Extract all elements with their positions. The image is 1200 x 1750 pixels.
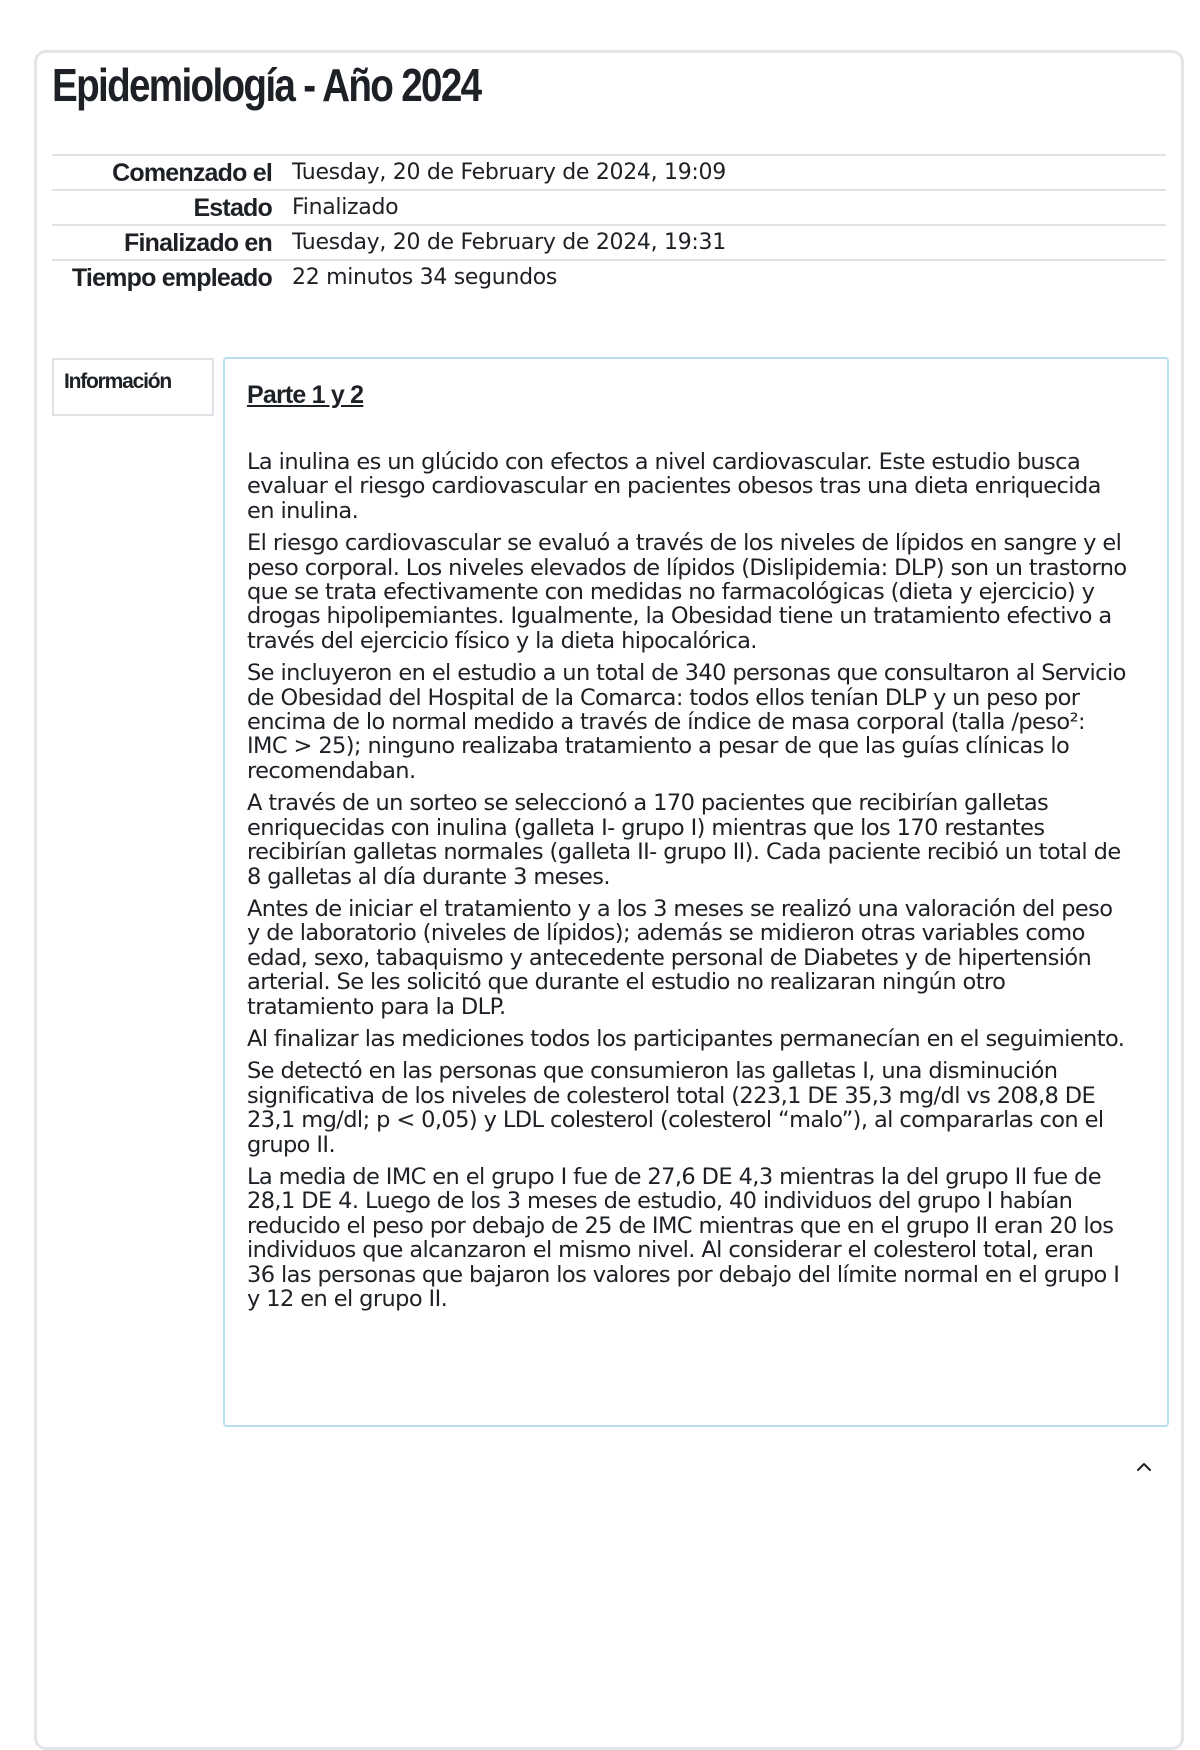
summary-value: 22 minutos 34 segundos	[292, 265, 558, 290]
summary-row-started	[52, 154, 1166, 189]
summary-row-finished	[52, 224, 1166, 259]
summary-value: Tuesday, 20 de February de 2024, 19:09	[292, 160, 726, 185]
paragraph: A través de un sorteo se seleccionó a 170 pacientes que recibirían galletas enriquecidas con inulina (galleta I- grupo I) mientras que los 170 restantes recibirían galletas normales (galleta II- grupo II). Cada paciente recibió un total de 8 galletas al día durante 3 meses.	[247, 790, 1121, 890]
summary-row-time-taken	[52, 259, 1166, 294]
question-type-label: Información	[64, 370, 171, 393]
paragraph: La media de IMC en el grupo I fue de 27,6 DE 4,3 mientras la del grupo II fue de 28,1 DE 4. Luego de los 3 meses de estudio, 40 individuos del grupo I habían reducido el peso por debajo de 25 de IMC mientras que en el grupo II eran 20 los individuos que alcanzaron el mismo nivel. Al considerar el colesterol total, eran 36 las personas que bajaron los valores por debajo del límite normal en el grupo I y 12 en el grupo II.	[247, 1163, 1120, 1312]
summary-value: Finalizado	[292, 195, 399, 220]
paragraph: Se detectó en las personas que consumieron las galletas I, una disminución significativa de los niveles de colesterol total (223,1 DE 35,3 mg/dl vs 208,8 DE 23,1 mg/dl; p < 0,05) y LDL colesterol (colesterol “malo”), al compararlas con el grupo II.	[247, 1058, 1104, 1158]
question-info-box	[52, 358, 214, 416]
paragraph: Antes de iniciar el tratamiento y a los 3 meses se realizó una valoración del peso y de laboratorio (niveles de lípidos); además se midieron otras variables como edad, sexo, tabaquismo y antecedente personal de Diabetes y de hipertensión arterial. Se les solicitó que durante el estudio no realizaran ningún otro tratamiento para la DLP.	[247, 895, 1113, 1020]
paragraph: El riesgo cardiovascular se evaluó a través de los niveles de lípidos en sangre y el peso corporal. Los niveles elevados de lípidos (Dislipidemia: DLP) son un trastorno que se trata efectivamente con medidas no farmacológicas (dieta y ejercicio) y drogas hipolipemiantes. Igualmente, la Obesidad tiene un tratamiento efectivo a través del ejercicio físico y la dieta hipocalórica.	[247, 530, 1127, 654]
summary-label: Estado	[193, 194, 272, 222]
summary-label: Finalizado en	[124, 229, 272, 257]
summary-label: Tiempo empleado	[71, 264, 272, 292]
summary-label: Comenzado el	[112, 159, 272, 187]
question-content	[223, 357, 1169, 1427]
summary-value: Tuesday, 20 de February de 2024, 19:31	[292, 230, 726, 255]
paragraph: Se incluyeron en el estudio a un total de 340 personas que consultaron al Servicio de Obesidad del Hospital de la Comarca: todos ellos tenían DLP y un peso por encima de lo normal medido a través de índice de masa corporal (talla /peso²: IMC > 25); ninguno realizaba tratamiento a pesar de que las guías clínicas lo recomendaban.	[247, 660, 1126, 784]
question-text	[247, 381, 1127, 1319]
paragraph: La inulina es un glúcido con efectos a nivel cardiovascular. Este estudio busca evaluar el riesgo cardiovascular en pacientes obesos tras una dieta enriquecida en inulina.	[247, 449, 1101, 524]
section-heading: Parte 1 y 2	[247, 381, 364, 409]
paragraph: Al finalizar las mediciones todos los participantes permanecían en el seguimiento.	[247, 1025, 1125, 1052]
attempt-summary-table	[52, 154, 1166, 294]
chevron-up-icon[interactable]	[1135, 1458, 1153, 1476]
page-title: Epidemiología - Año 2024	[52, 59, 481, 111]
summary-row-state	[52, 189, 1166, 224]
